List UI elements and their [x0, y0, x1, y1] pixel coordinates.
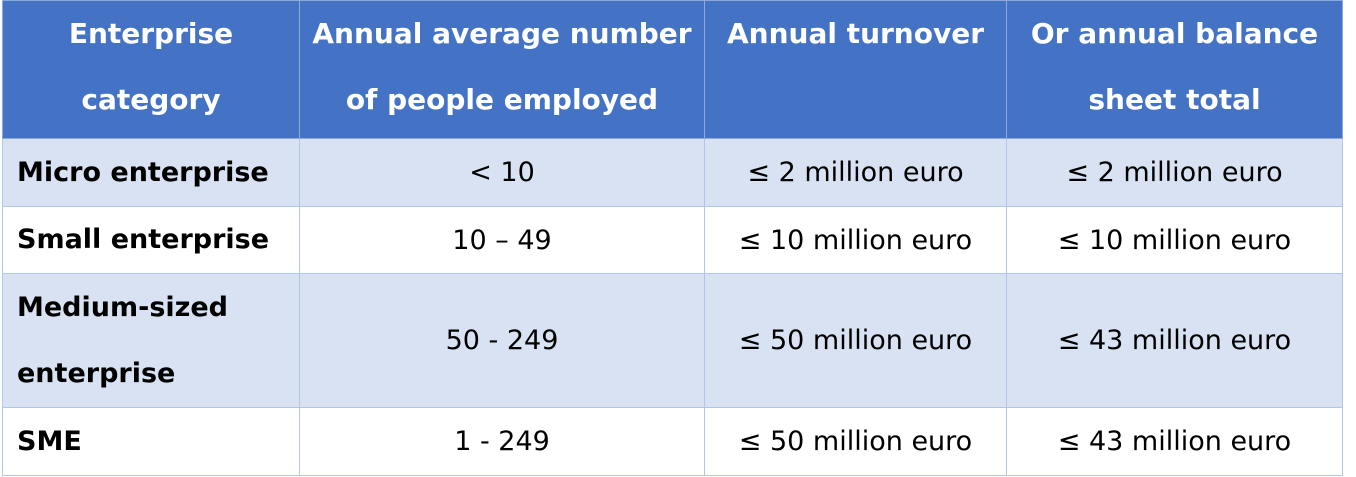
cell-category: Micro enterprise: [3, 139, 300, 207]
cell-balance-sheet: ≤ 2 million euro: [1007, 139, 1343, 207]
cell-employees: 1 - 249: [300, 408, 705, 476]
header-row: [3, 1, 1343, 139]
header-annual-turnover: Annual turnover: [705, 1, 1007, 139]
cell-turnover: ≤ 50 million euro: [705, 274, 1007, 408]
cell-category: Small enterprise: [3, 207, 300, 274]
header-employees: Annual average number of people employed: [300, 1, 705, 139]
enterprise-category-table: [2, 0, 1343, 476]
table-row: [3, 139, 1343, 207]
cell-employees: < 10: [300, 139, 705, 207]
cell-balance-sheet: ≤ 10 million euro: [1007, 207, 1343, 274]
header-enterprise-category: Enterprise category: [3, 1, 300, 139]
cell-category: SME: [3, 408, 300, 476]
table-row: [3, 274, 1343, 408]
cell-balance-sheet: ≤ 43 million euro: [1007, 408, 1343, 476]
cell-turnover: ≤ 50 million euro: [705, 408, 1007, 476]
cell-turnover: ≤ 2 million euro: [705, 139, 1007, 207]
header-balance-sheet-total: Or annual balance sheet total: [1007, 1, 1343, 139]
table-row: [3, 207, 1343, 274]
cell-employees: 50 - 249: [300, 274, 705, 408]
cell-employees: 10 – 49: [300, 207, 705, 274]
table-header: [3, 1, 1343, 139]
cell-turnover: ≤ 10 million euro: [705, 207, 1007, 274]
table-body: [3, 139, 1343, 476]
enterprise-category-table-wrapper: [2, 0, 1343, 476]
cell-category: Medium-sized enterprise: [3, 274, 300, 408]
table-row: [3, 408, 1343, 476]
cell-balance-sheet: ≤ 43 million euro: [1007, 274, 1343, 408]
